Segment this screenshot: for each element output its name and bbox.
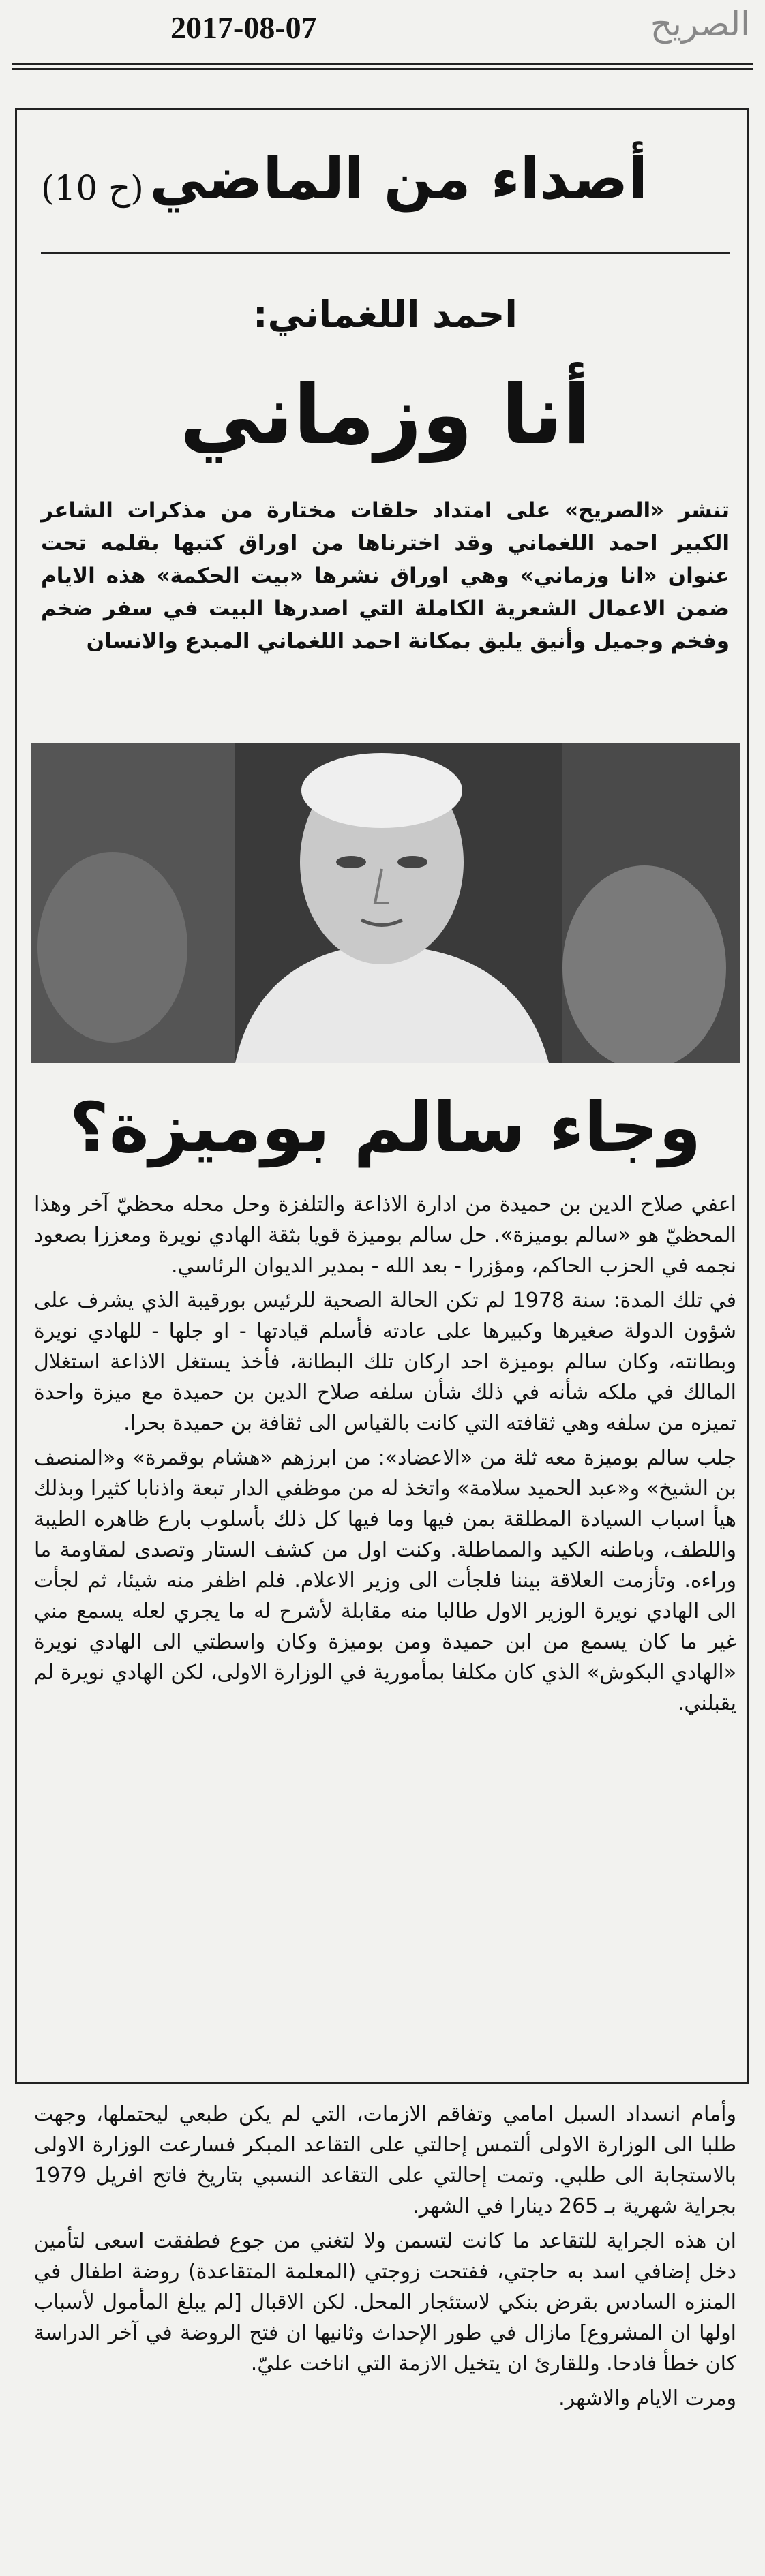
article-intro: تنشر «الصريح» على امتداد حلقات مختارة من مذكرات الشاعر الكبير احمد اللغماني وقد اخترناها من اوراق كتبها بقلمه تحت عنوان «انا وزماني» وهي اوراق نشرها «بيت الحكمة» هذه الايام ضمن الاعمال الشعرية الكاملة التي اصدرها البيت في سفر ضخم وفخم وجميل وأنيق يليق بمكانة احمد اللغماني المبدع والانسان bbox=[41, 498, 730, 654]
author-byline: احمد اللغماني: bbox=[253, 293, 518, 336]
paragraph: في تلك المدة: سنة 1978 لم تكن الحالة الصحية للرئيس بورقيبة الذي يشرف على شؤون الدولة صغيرها وكبيرها على عادته فأسلم قيادتها - او جلها - للهادي نويرة وبطانته، وكان سالم بوميزة احد اركان تلك البطانة، فأخذ يستغل الاذاعة استغلال المالك في ملكه شأنه في ذلك شأن سلفه صلاح الدين بن حميدة مع ميزة واحدة تميزه من سلفه وهي ثقافته التي كانت بالقياس الى ثقافة بن حميدة بحرا. bbox=[34, 1289, 736, 1435]
series-banner bbox=[41, 140, 730, 254]
series-title: أصداء من الماضي bbox=[149, 145, 648, 212]
paragraph: وأمام انسداد السبل امامي وتفاقم الازمات، التي لم يكن طبعي ليحتملها، وجهت طلبا الى الوزارة الاولى ألتمس إحالتي على التقاعد المبكر فسارعت الوزارة الاولى بالاستجابة الى طلبي. وتمت إحالتي على التقاعد النسبي بتاريخ فاتح افريل 1979 بجراية شهرية بـ 265 دينارا في الشهر. bbox=[34, 2102, 736, 2218]
body-text-framed bbox=[34, 1189, 736, 1723]
masthead bbox=[0, 0, 765, 72]
portrait-photo-image bbox=[31, 743, 740, 1063]
paragraph: اعفي صلاح الدين بن حميدة من ادارة الاذاعة والتلفزة وحل محله محظيّ آخر وهذا المحظيّ هو «سالم بوميزة». حل سالم بوميزة قويا بثقة الهادي نويرة ومعززا بصعود نجمه في الحزب الحاكم، ومؤزرا - بعد الله - بمدير الديوان الرئاسي. bbox=[34, 1193, 736, 1278]
paragraph: ان هذه الجراية للتقاعد ما كانت لتسمن ولا لتغني من جوع فطفقت اسعى لتأمين دخل إضافي اسد به حاجتي، ففتحت زوجتي (المعلمة المتقاعدة) روضة اطفال في المنزه السادس بقرض بنكي لاستئجار المحل. لكن الاقبال [لم يبلغ المأمول لأسباب اولها ان المشروع] مازال في طور الإحداث وثانيها ان فتح الروضة في آخر الدراسة كان خطأ فادحا. وللقارئ ان يتخيل الازمة التي اناخت عليّ. bbox=[34, 2229, 736, 2376]
body-text-lower bbox=[34, 2099, 736, 2418]
article-headline: أنا وزماني bbox=[179, 368, 591, 463]
top-rule bbox=[12, 63, 753, 65]
top-rule-thin bbox=[12, 68, 753, 70]
publication-date: 2017-08-07 bbox=[170, 10, 317, 45]
newspaper-name: الصريح bbox=[650, 4, 750, 44]
section-subheadline: وجاء سالم بوميزة؟ bbox=[69, 1088, 702, 1167]
portrait-photo bbox=[31, 743, 740, 1063]
episode-number: (ح 10) bbox=[41, 168, 144, 208]
paragraph: ومرت الايام والاشهر. bbox=[558, 2387, 736, 2410]
paragraph: جلب سالم بوميزة معه ثلة من «الاعضاد»: من ابرزهم «هشام بوقمرة» و«المنصف بن الشيخ» و«عبد الحميد سلامة» واتخذ له من موظفي الدار تبعة واذنابا كثيرا وبذلك هيأ اسباب السيادة المطلقة بمن فيها وما فيها كل ذلك بأسلوب بارع ظاهره الطيبة واللطف، وباطنه الكيد والمماطلة. وكنت اول من كشف الستار وتصدى لمقاومة ما وراءه. وتأزمت العلاقة بيننا فلجأت الى وزير الاعلام. فلم اظفر منه شيئا، ثم لجأت الى الهادي نويرة الوزير الاول طالبا منه مقابلة لأشرح له ما يجري لعله يسمع مني غير ما كان يسمع من ابن حميدة ومن بوميزة وكان واسطتي الى الهادي نويرة «الهادي البكوش» الذي كان مكلفا بمأمورية في الوزارة الاولى، لكن الهادي نويرة لم يقبلني. bbox=[34, 1446, 736, 1715]
